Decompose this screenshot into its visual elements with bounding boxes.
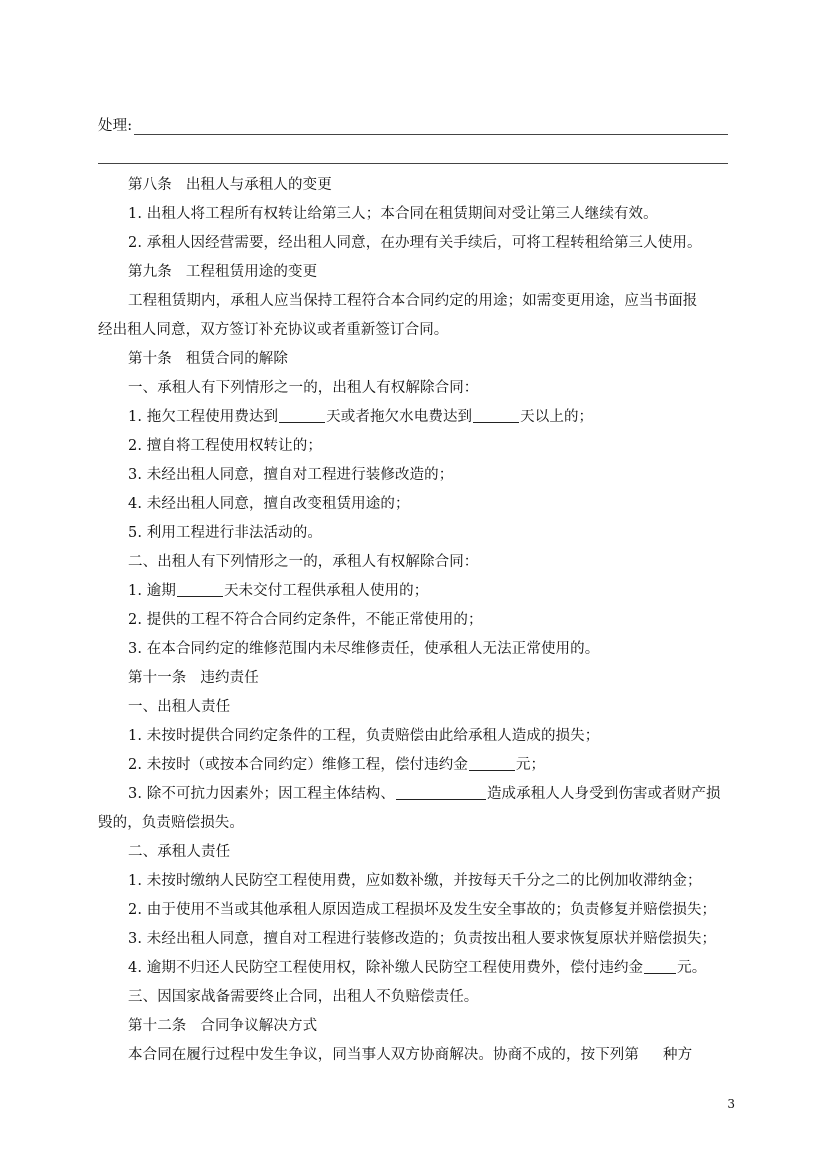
article-12-heading: 第十二条 合同争议解决方式 [128,1018,318,1034]
article-10-s1-item-5: 5. 利用工程进行非法活动的。 [128,525,322,541]
article-10-s2-item-2: 2. 提供的工程不符合合同约定条件，不能正常使用的； [128,612,483,628]
handling-fill-line-2 [98,163,728,164]
blank-days-1 [279,408,325,423]
article-11-heading: 第十一条 违约责任 [128,670,259,686]
article-11-s1-item-3: 3. 除不可抗力因素外；因工程主体结构、 造成承租人人身受到伤害或者财产损 [128,786,721,802]
article-11-section-2: 二、承租人责任 [128,844,231,860]
article-8-heading: 第八条 出租人与承租人的变更 [128,177,332,193]
page-number: 3 [727,1097,735,1111]
article-10-heading: 第十条 租赁合同的解除 [128,351,289,367]
article-11-s2-item-1: 1. 未按时缴纳人民防空工程使用费，应如数补缴，并按每天千分之二的比例加收滞纳金； [128,873,702,889]
article-12-p1: 本合同在履行过程中发生争议，同当事人双方协商解决。协商不成的，按下列第 种方 [128,1047,693,1063]
handling-fill-line [134,134,728,135]
article-11-s1-item-2: 2. 未按时（或按本合同约定）维修工程，偿付违约金 元； [128,757,546,773]
blank-days-3 [177,582,223,597]
article-10-s2-item-3: 3. 在本合同约定的维修范围内未尽维修责任，使承租人无法正常使用的。 [128,641,600,657]
article-8-p2: 2. 承租人因经营需要，经出租人同意，在办理有关手续后，可将工程转租给第三人使用。 [128,235,702,251]
article-10-s2-item-1: 1. 逾期 天未交付工程供承租人使用的； [128,583,429,599]
article-11-section-3: 三、因国家战备需要终止合同，出租人不负赔偿责任。 [128,989,479,1005]
blank-structure [396,785,486,800]
article-10-section-1: 一、承租人有下列情形之一的，出租人有权解除合同： [128,380,479,396]
article-9-p1-line2: 经出租人同意，双方签订补充协议或者重新签订合同。 [98,322,449,338]
article-10-s1-item-2: 2. 擅自将工程使用权转让的； [128,438,322,454]
article-10-s1-item-3: 3. 未经出租人同意，擅自对工程进行装修改造的； [128,467,454,483]
handling-label: 处理: [98,118,133,134]
article-11-s1-item-3-cont: 毁的，负责赔偿损失。 [98,815,244,831]
blank-penalty-2 [644,959,676,974]
article-10-s1-item-4: 4. 未经出租人同意，擅自改变租赁用途的； [128,496,410,512]
article-11-s2-item-2: 2. 由于使用不当或其他承租人原因造成工程损坏及发生安全事故的；负责修复并赔偿损失； [128,902,717,918]
article-10-s1-item-1: 1. 拖欠工程使用费达到 天或者拖欠水电费达到 天以上的； [128,409,594,425]
article-11-s2-item-4: 4. 逾期不归还人民防空工程使用权，除补缴人民防空工程使用费外，偿付违约金 元。 [128,960,707,976]
article-8-p1: 1. 出租人将工程所有权转让给第三人；本合同在租赁期间对受让第三人继续有效。 [128,206,658,222]
article-9-p1-line1: 工程租赁期内，承租人应当保持工程符合本合同约定的用途；如需变更用途，应当书面报 [128,293,698,309]
article-10-section-2: 二、出租人有下列情形之一的，承租人有权解除合同： [128,554,479,570]
article-11-s2-item-3: 3. 未经出租人同意，擅自对工程进行装修改造的；负责按出租人要求恢复原状并赔偿损失； [128,931,717,947]
article-11-s1-item-1: 1. 未按时提供合同约定条件的工程，负责赔偿由此给承租人造成的损失； [128,728,600,744]
article-11-section-1: 一、出租人责任 [128,699,231,715]
blank-penalty-1 [469,756,515,771]
blank-days-2 [473,408,519,423]
article-9-heading: 第九条 工程租赁用途的变更 [128,264,318,280]
